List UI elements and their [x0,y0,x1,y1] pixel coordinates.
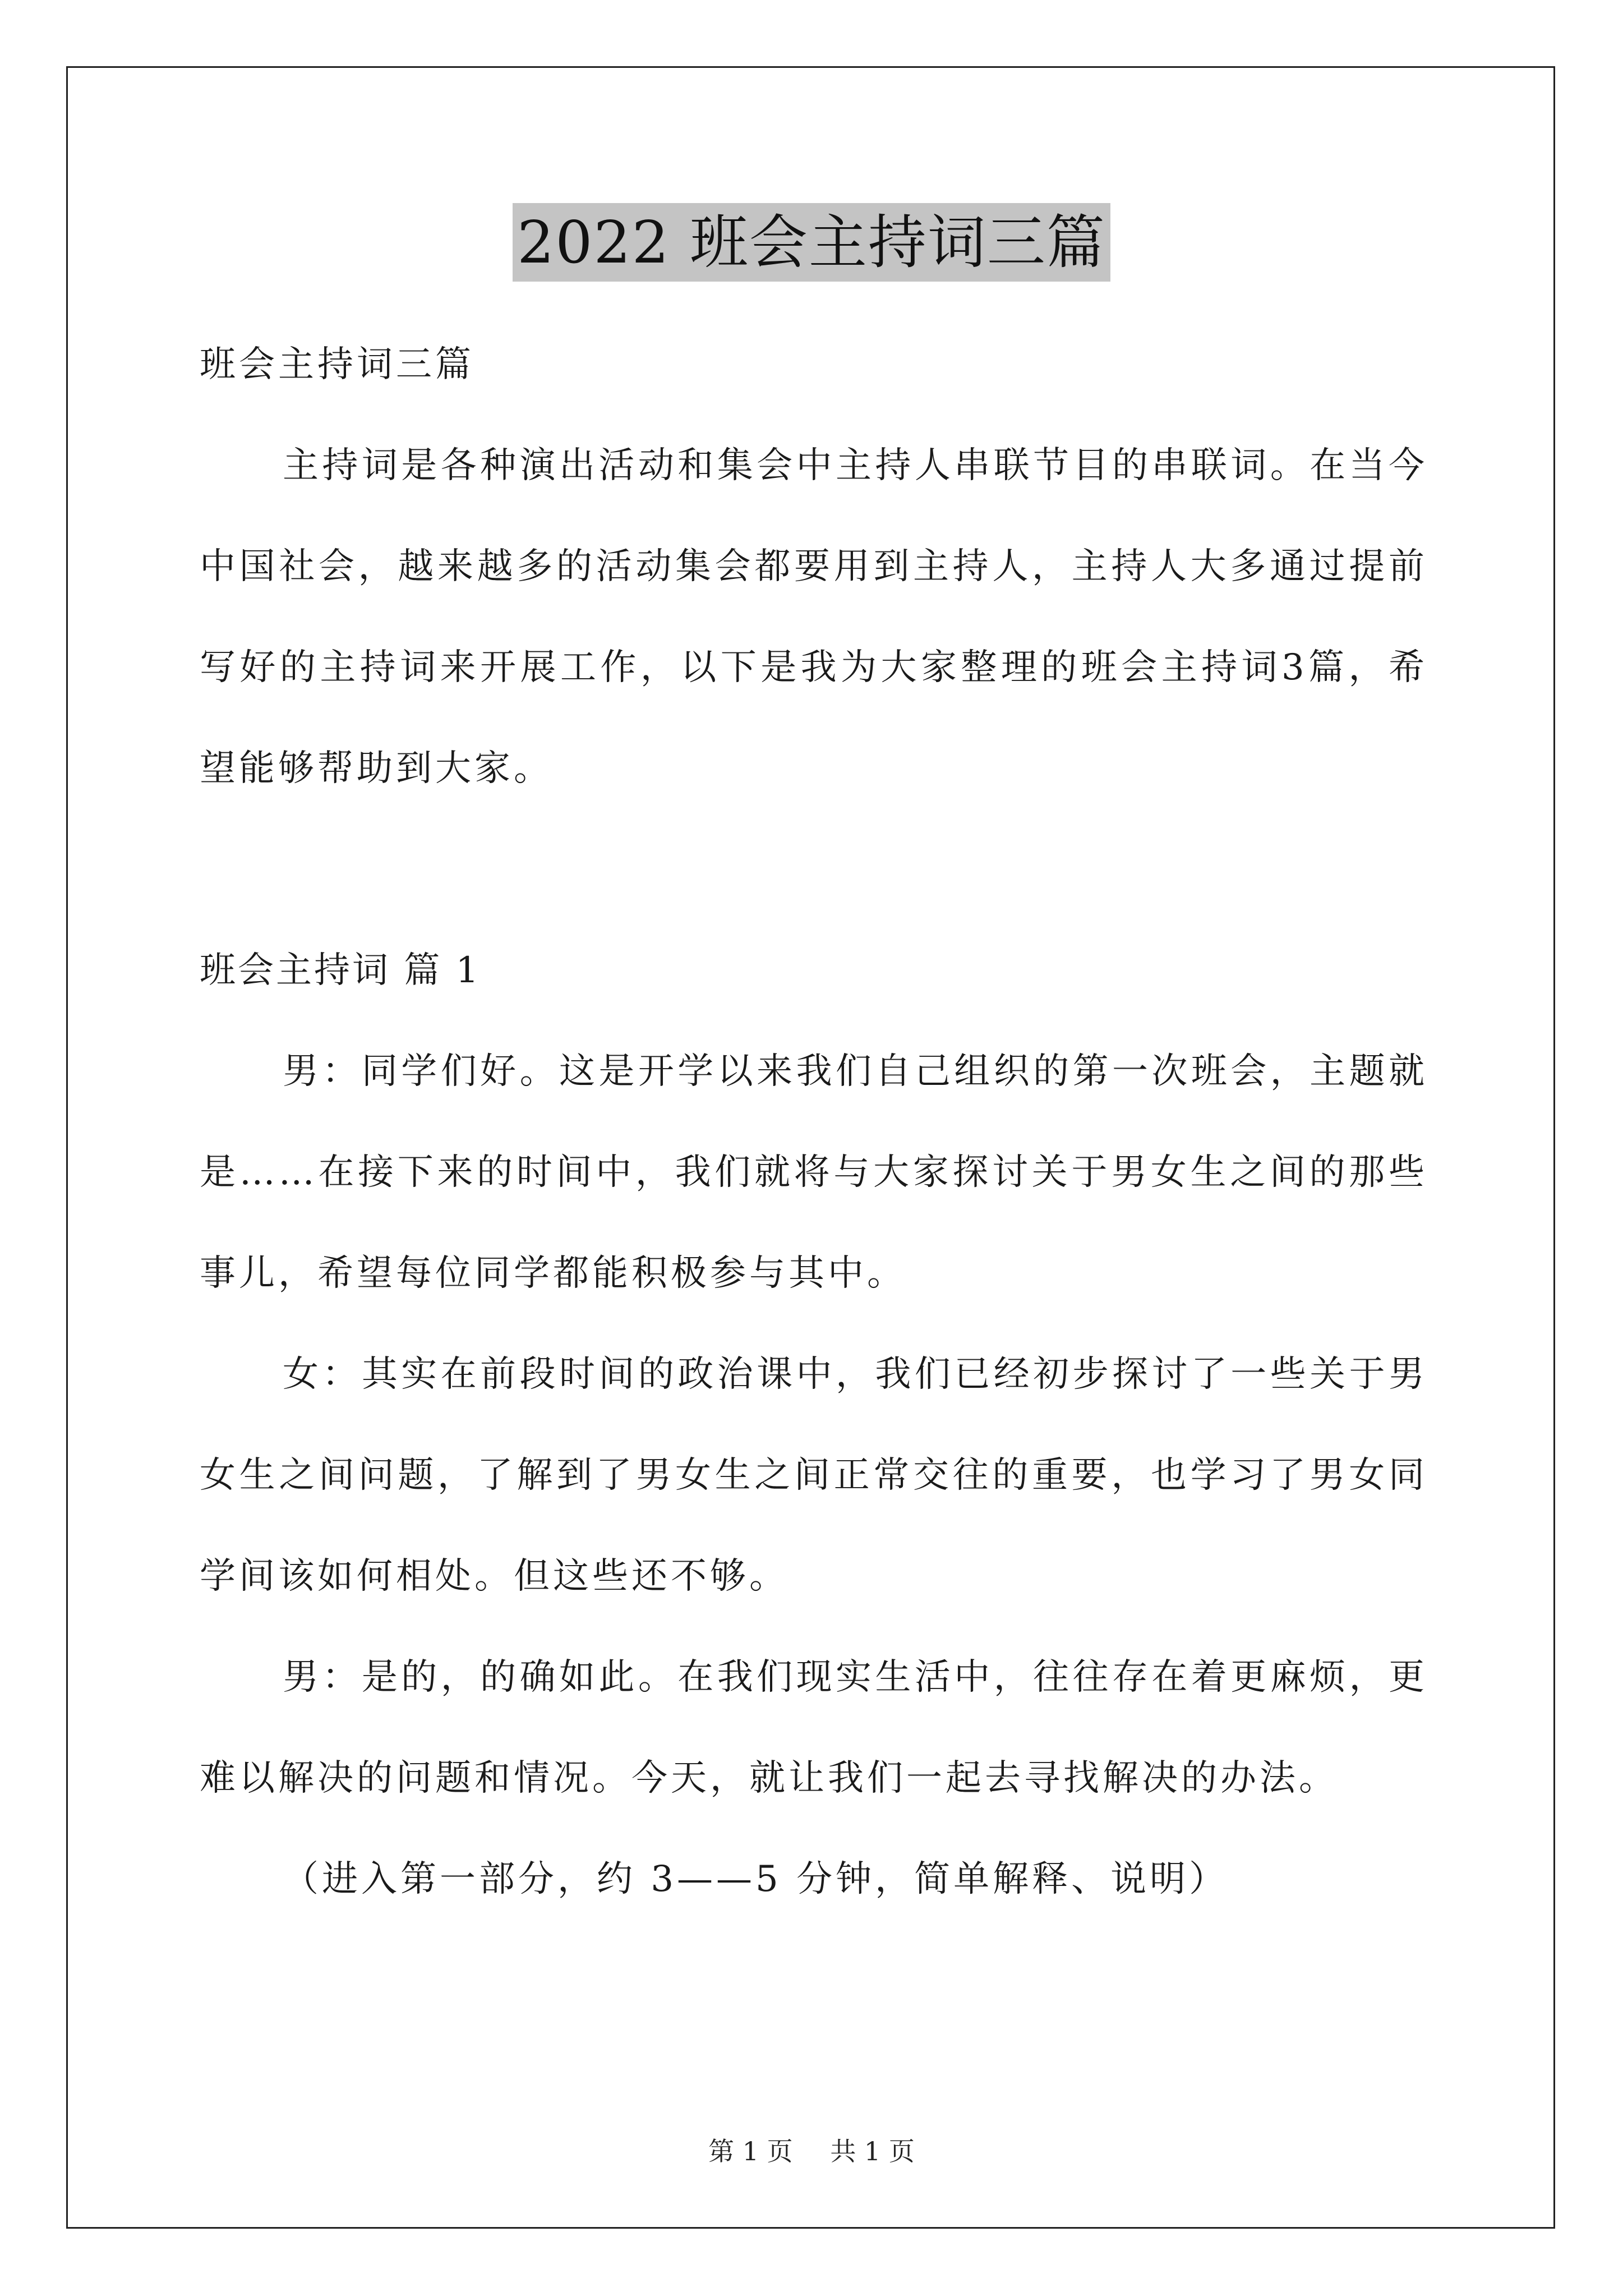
section-heading: 班会主持词 篇 1 [200,950,481,991]
title-container [0,203,1623,282]
page-number-current: 第 1 页 [708,2136,793,2166]
intro-paragraph: 主持词是各种演出活动和集会中主持人串联节目的串联词。在当今中国社会，越来越多的活动集会都要用到主持人，主持人大多通过提前写好的主持词来开展工作，以下是我为大家整理的班会主持词3篇，希望能够帮助到大家。 [200,445,1428,789]
dialogue-paragraph-3: 男：是的，的确如此。在我们现实生活中，往往存在着更麻烦，更难以解决的问题和情况。今天，就让我们一起去寻找解决的办法。 [200,1657,1428,1799]
document-subtitle: 班会主持词三篇 [200,344,474,385]
stage-direction-note: （进入第一部分，约 3——5 分钟，简单解释、说明） [283,1858,1229,1900]
dialogue-paragraph-1: 男：同学们好。这是开学以来我们自己组织的第一次班会，主题就是……在接下来的时间中，我们就将与大家探讨关于男女生之间的那些事儿，希望每位同学都能积极参与其中。 [200,1051,1428,1294]
document-body [200,314,1428,1930]
document-title: 2022 班会主持词三篇 [513,203,1110,282]
section-spacer [200,819,1428,920]
page-footer [0,2134,1623,2168]
page-number-total: 共 1 页 [830,2136,915,2166]
dialogue-paragraph-2: 女：其实在前段时间的政治课中，我们已经初步探讨了一些关于男女生之间问题，了解到了男女生之间正常交往的重要，也学习了男女同学间该如何相处。但这些还不够。 [200,1354,1428,1597]
